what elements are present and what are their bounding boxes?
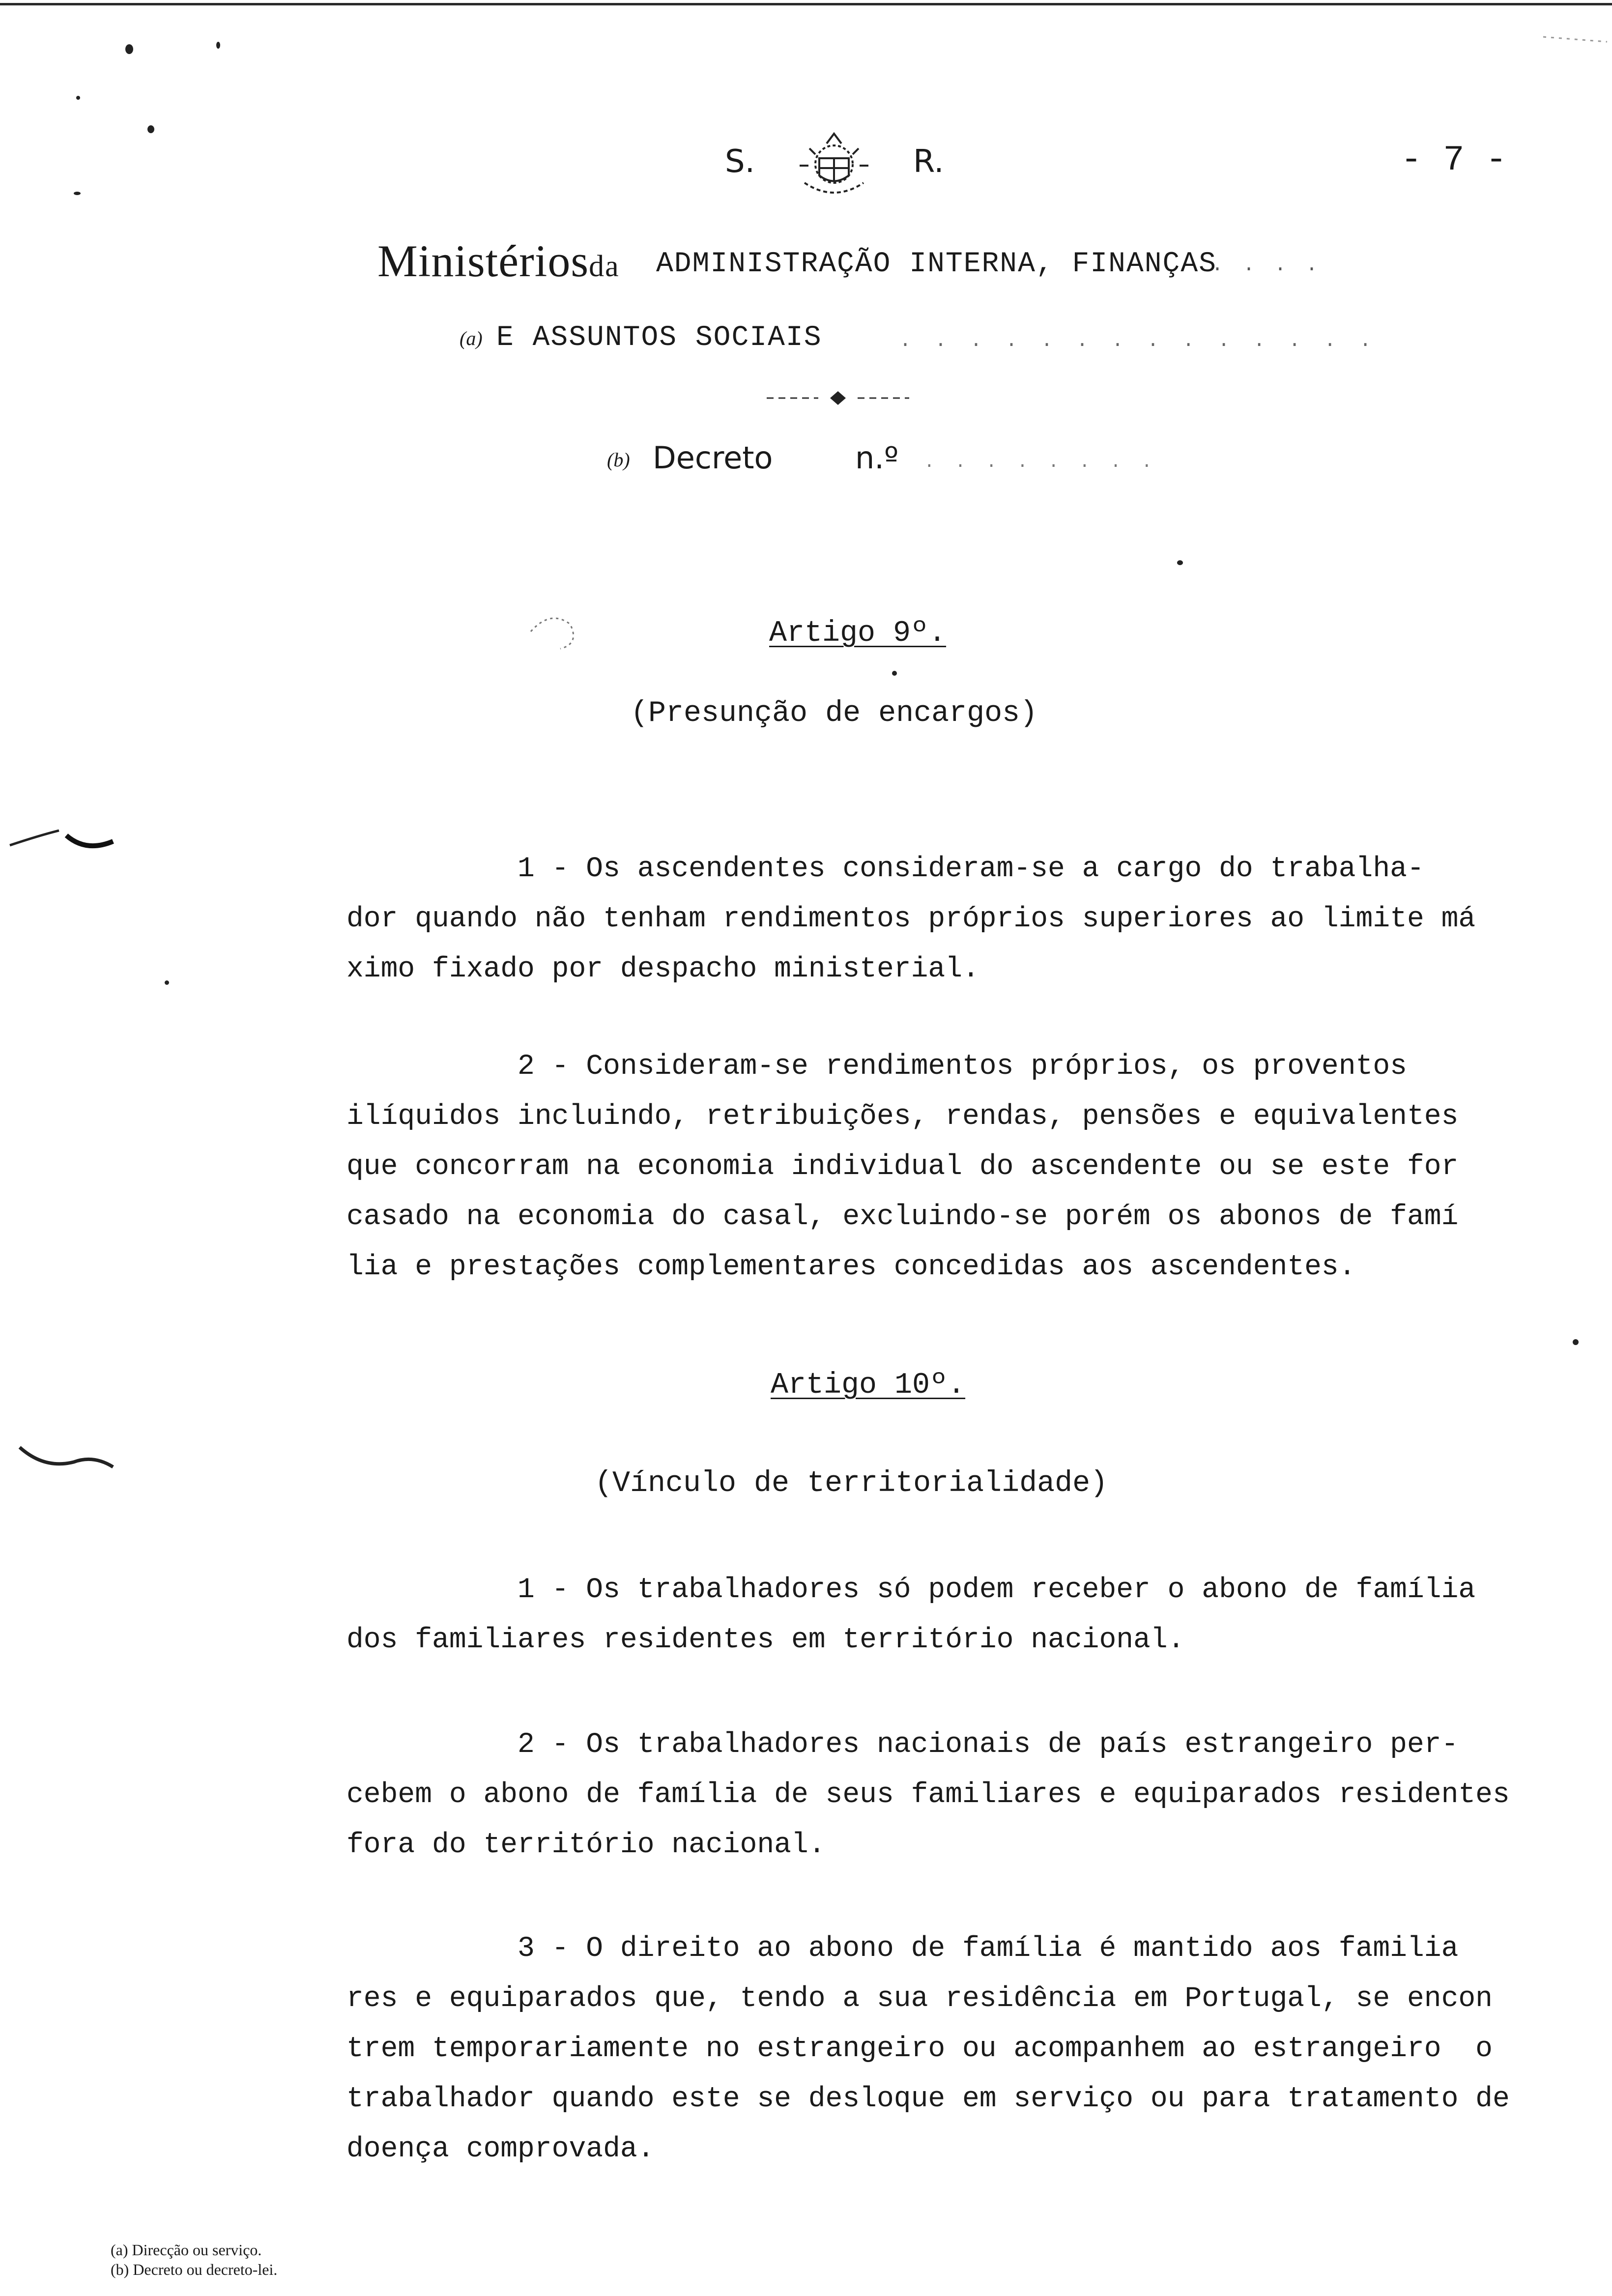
header-s-letter: S. xyxy=(725,144,755,180)
article-10-title: Artigo 10º. xyxy=(771,1369,966,1402)
decree-number-label: n.º xyxy=(855,440,899,476)
footnote-a: (a) Direcção ou serviço. xyxy=(111,2241,262,2259)
footnote-b: (b) Decreto ou decreto-lei. xyxy=(111,2261,278,2278)
footnote-marker-a: (a) xyxy=(460,327,483,349)
article-9-paragraph-1: 1 - Os ascendentes consideram-se a cargo do trabalha- dor quando não tenham rendimentos próprios superiores ao limite má ximo fixado por despacho ministerial. xyxy=(346,853,1476,985)
article-9-title: Artigo 9º. xyxy=(769,617,947,650)
decree-label: Decreto xyxy=(653,440,773,476)
article-9-paragraph-2: 2 - Consideram-se rendimentos próprios, os proventos ilíquidos incluindo, retribuições, rendas, pensões e equivalentes que concorram na economia individual do ascendente ou se este for casado na economia do casal, excluindo-se porém os abonos de famí lia e prestações complementares concedidas aos ascendentes. xyxy=(346,1051,1459,1283)
page-number: - 7 - xyxy=(1401,140,1507,180)
ministry-departments: ADMINISTRAÇÃO INTERNA, FINANÇAS xyxy=(656,248,1217,280)
header-r-letter: R. xyxy=(913,144,944,180)
article-9-subtitle: (Presunção de encargos) xyxy=(631,697,1038,730)
ministry-lead: Ministérios xyxy=(377,236,589,286)
article-10-paragraph-3: 3 - O direito ao abono de família é mantido aos familia res e equiparados que, tendo a sua residência em Portugal, se encon trem temporariamente no estrangeiro ou acompanhem ao estrangeiro o trabalhador quando este se desloque em serviço ou para tratamento de doença comprovada. xyxy=(346,1933,1510,2165)
ministry-da: da xyxy=(589,250,620,283)
article-10-paragraph-2: 2 - Os trabalhadores nacionais de país estrangeiro per- cebem o abono de família de seus familiares e equiparados residentes fora do território nacional. xyxy=(346,1729,1510,1861)
leader-dots: . . . . xyxy=(1211,255,1322,277)
leader-dots: . . . . . . . . . . . . . . xyxy=(899,330,1378,352)
ministry-line-2: E ASSUNTOS SOCIAIS xyxy=(496,322,822,354)
article-10-paragraph-1: 1 - Os trabalhadores só podem receber o abono de família dos familiares residentes em território nacional. xyxy=(346,1574,1476,1656)
footnote-marker-b: (b) xyxy=(607,449,630,471)
article-10-subtitle: (Vínculo de territorialidade) xyxy=(595,1467,1108,1500)
leader-dots: . . . . . . . . xyxy=(924,452,1157,472)
